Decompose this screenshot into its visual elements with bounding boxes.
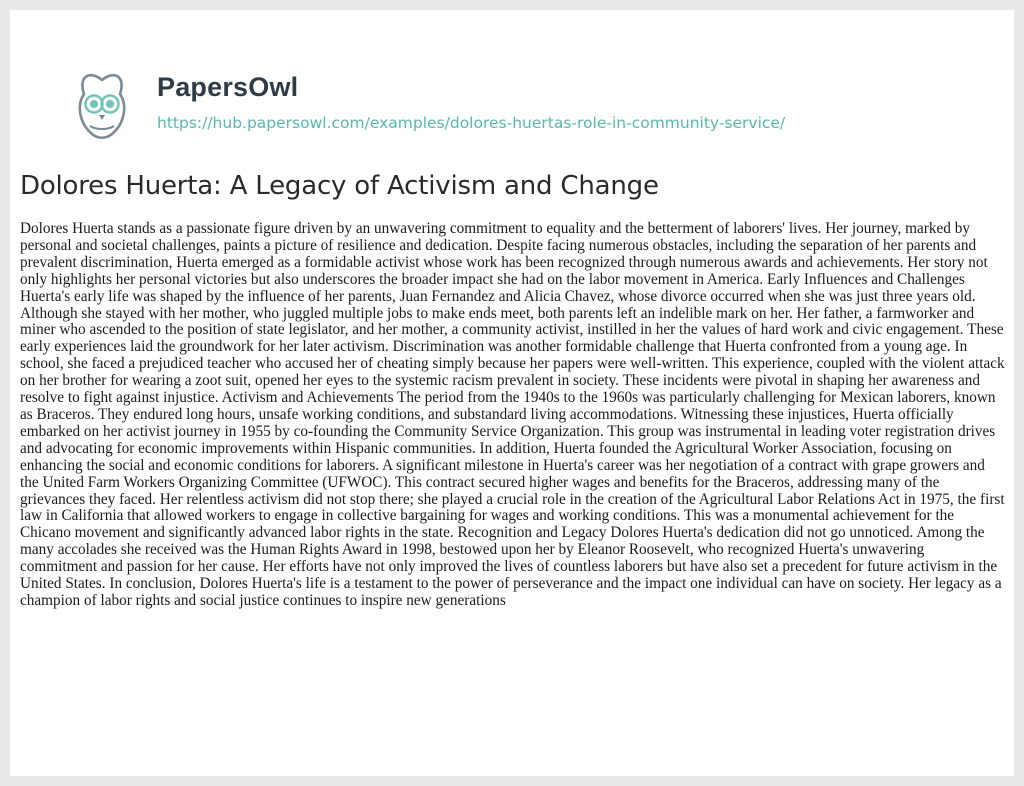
header	[60, 62, 960, 152]
document-page	[10, 10, 1014, 776]
source-url-link[interactable]: https://hub.papersowl.com/examples/dolores-huertas-role-in-community-service/	[157, 114, 786, 132]
article-title: Dolores Huerta: A Legacy of Activism and Change	[20, 171, 659, 201]
brand-name: PapersOwl	[157, 72, 299, 102]
owl-logo-icon	[60, 62, 144, 146]
article-body: Dolores Huerta stands as a passionate figure driven by an unwavering commitment to equality and the betterment of laborers' lives. Her journey, marked by personal and societal challenges, paints a picture of resilience and dedication. Despite facing numerous obstacles, including the separation of her parents and prevalent discrimination, Huerta emerged as a formidable activist whose work has been recognized through numerous awards and achievements. Her story not only highlights her personal victories but also underscores the broader impact she had on the labor movement in America. Early Influences and Challenges Huerta's early life was shaped by the influence of her parents, Juan Fernandez and Alicia Chavez, whose divorce occurred when she was just three years old. Although she stayed with her mother, who juggled multiple jobs to make ends meet, both parents left an indelible mark on her. Her father, a farmworker and miner who ascended to the position of state legislator, and her mother, a community activist, instilled in her the values of hard work and civic engagement. These early experiences laid the groundwork for her later activism. Discrimination was another formidable challenge that Huerta confronted from a young age. In school, she faced a prejudiced teacher who accused her of cheating simply because her papers were well-written. This experience, coupled with the violent attack on her brother for wearing a zoot suit, opened her eyes to the systemic racism prevalent in society. These incidents were pivotal in shaping her awareness and resolve to fight against injustice. Activism and Achievements The period from the 1940s to the 1960s was particularly challenging for Mexican laborers, known as Braceros. They endured long hours, unsafe working conditions, and substandard living accommodations. Witnessing these injustices, Huerta officially embarked on her activist journey in 1955 by co-founding the Community Service Organization. This group was instrumental in leading voter registration drives and advocating for economic improvements within Hispanic communities. In addition, Huerta founded the Agricultural Worker Association, focusing on enhancing the social and economic conditions for laborers. A significant milestone in Huerta's career was her negotiation of a contract with grape growers and the United Farm Workers Organizing Committee (UFWOC). This contract secured higher wages and benefits for the Braceros, addressing many of the grievances they faced. Her relentless activism did not stop there; she played a crucial role in the creation of the Agricultural Labor Relations Act in 1975, the first law in California that allowed workers to engage in collective bargaining for wages and working conditions. This was a monumental achievement for the Chicano movement and significantly advanced labor rights in the state. Recognition and Legacy Dolores Huerta's dedication did not go unnoticed. Among the many accolades she received was the Human Rights Award in 1998, bestowed upon her by Eleanor Roosevelt, who recognized Huerta's unwavering commitment and passion for her cause. Her efforts have not only improved the lives of countless laborers but have also set a precedent for future activism in the United States. In conclusion, Dolores Huerta's life is a testament to the power of perseverance and the impact one individual can have on society. Her legacy as a champion of labor rights and social justice continues to inspire new generations	[20, 220, 1005, 609]
